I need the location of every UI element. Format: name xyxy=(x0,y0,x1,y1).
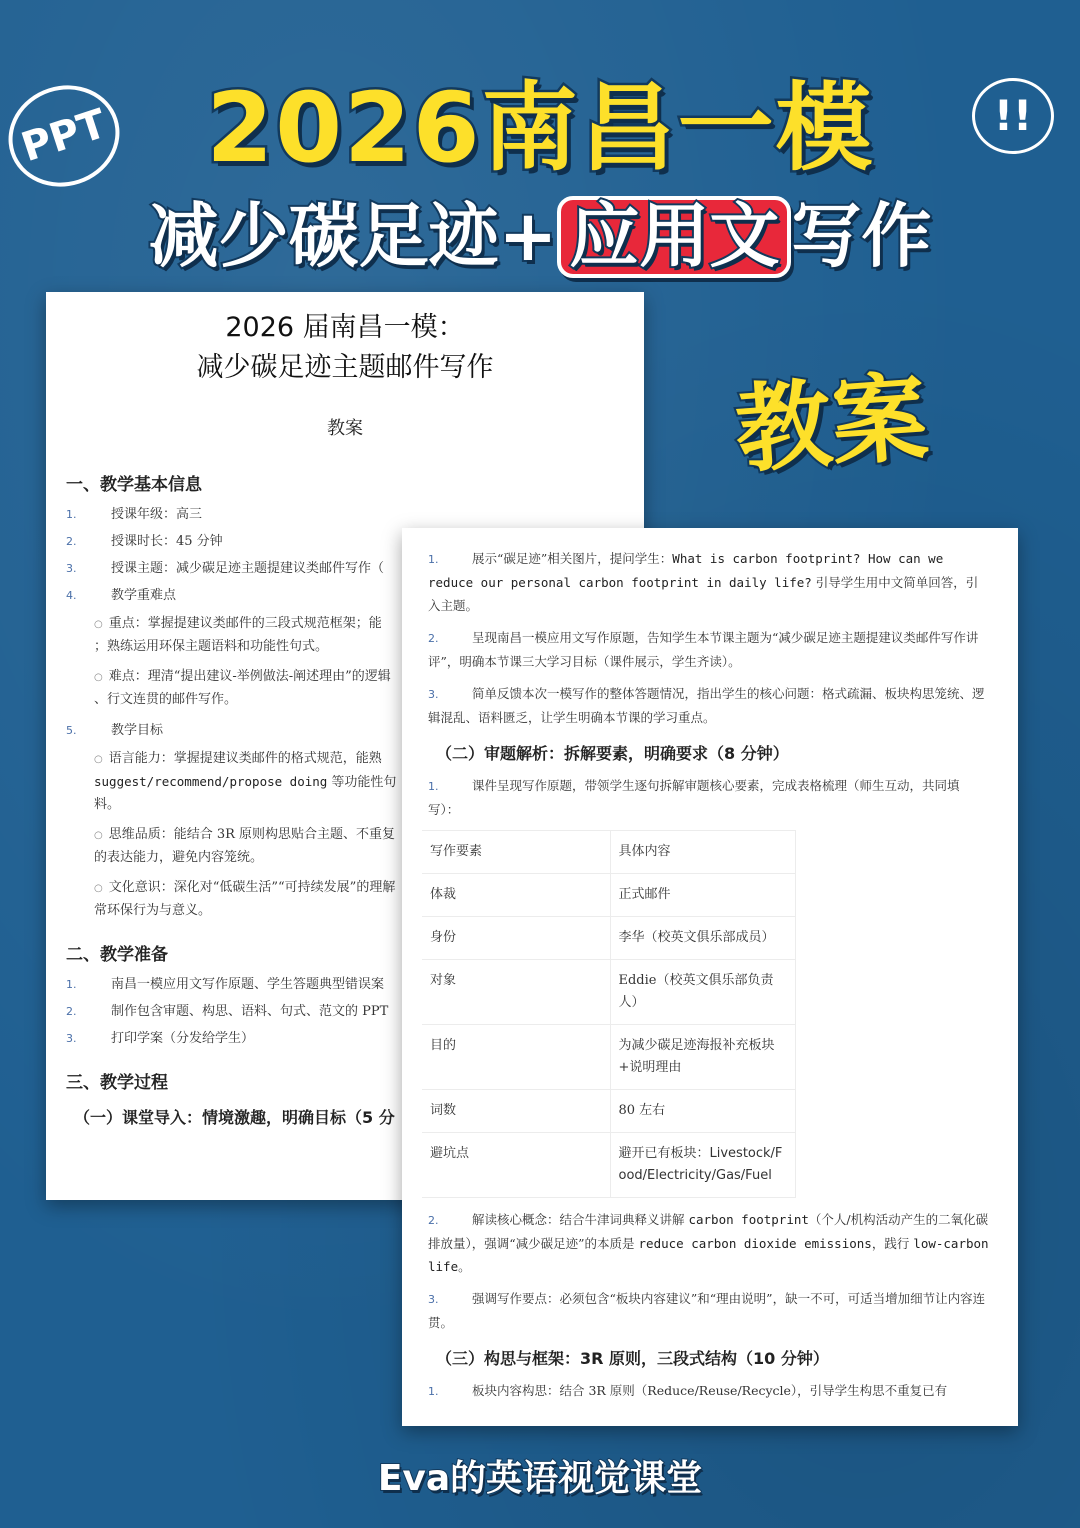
list-text: 打印学案（分发给学生） xyxy=(111,1031,255,1046)
sub-text: 文化意识：深化对“低碳生活”“可持续发展”的理解 xyxy=(108,880,396,895)
para-text: （个人/机构活动产生的二氧化碳排放量），强调“减少碳足迹”的本质是 xyxy=(428,1212,989,1251)
table-cell: 80 左右 xyxy=(610,1090,796,1133)
poster-title: 2026南昌一模 xyxy=(206,72,874,184)
paragraph xyxy=(428,626,990,673)
list-num: 5. xyxy=(66,724,77,737)
poster-subtitle xyxy=(0,180,1080,281)
table-row xyxy=(422,917,796,960)
para-text: 呈现南昌一模应用文写作原题，告知学生本节课主题为“减少碳足迹主题提建议类邮件写作讲评”，明确本节课三大学习目标（课件展示，学生齐读）。 xyxy=(428,630,979,669)
section-intro: （一）课堂导入：情境激趣，明确目标（5 分 xyxy=(74,1108,395,1127)
doc-subtitle: 教案 xyxy=(327,418,363,439)
list-num: 2. xyxy=(428,1214,439,1227)
sub-code: suggest/recommend/propose doing xyxy=(94,774,328,789)
para-text: 解读核心概念：结合牛津词典释义讲解 xyxy=(472,1212,689,1227)
subtitle-pre: 减少碳足迹+ xyxy=(148,195,558,277)
list-num: 3. xyxy=(428,688,439,701)
sub-text-cont: 的表达能力，避免内容笼统。 xyxy=(94,850,264,865)
doc-title-line1: 2026 届南昌一模： xyxy=(225,312,465,343)
section-analysis: （二）审题解析：拆解要素，明确要求（8 分钟） xyxy=(436,744,789,763)
circle-bullet-icon: ○ xyxy=(94,754,103,765)
table-cell: 词数 xyxy=(422,1090,610,1133)
list-num: 2. xyxy=(66,535,77,548)
ppt-badge-icon: PPT xyxy=(0,71,133,201)
paragraph xyxy=(428,547,990,617)
sub-text-cont: 、行文连贯的邮件写作。 xyxy=(94,692,238,707)
paragraph xyxy=(428,1379,990,1403)
table-cell: 避开已有板块：Livestock/Food/Electricity/Gas/Fuel xyxy=(610,1133,796,1198)
list-num: 1. xyxy=(66,508,77,521)
circle-bullet-icon: ○ xyxy=(94,830,103,841)
list-num: 3. xyxy=(66,1032,77,1045)
table-cell: 写作要素 xyxy=(422,831,610,874)
table-row xyxy=(422,1133,796,1198)
paragraph xyxy=(428,774,990,821)
subtitle-highlight: 应用文 xyxy=(557,196,791,278)
section-process: 三、教学过程 xyxy=(66,1073,168,1093)
list-text: 南昌一模应用文写作原题、学生答题典型错误案 xyxy=(111,977,385,992)
table-row xyxy=(422,1090,796,1133)
paragraph xyxy=(428,1208,990,1278)
table-row xyxy=(422,960,796,1025)
paragraph xyxy=(428,1287,990,1334)
paragraph xyxy=(428,682,990,729)
table-cell: 身份 xyxy=(422,917,610,960)
para-code: carbon footprint xyxy=(688,1212,809,1227)
doc-title xyxy=(66,308,624,388)
list-num: 2. xyxy=(66,1005,77,1018)
table-row xyxy=(422,874,796,917)
para-code: What is carbon footprint? How can we reduce our personal carbon footprint in daily life? xyxy=(428,551,944,590)
para-text: ，践行 xyxy=(871,1236,914,1251)
para-text: 强调写作要点：必须包含“板块内容建议”和“理由说明”，缺一不可，可适当增加细节让内容连贯。 xyxy=(428,1291,986,1330)
sub-text-end: 料。 xyxy=(94,797,121,812)
subtitle-post: 写作 xyxy=(791,195,932,277)
list-text: 教学重难点 xyxy=(111,588,177,603)
list-text: 教学目标 xyxy=(111,723,164,738)
sub-text-cont: 等功能性句 xyxy=(327,775,397,790)
table-cell: 正式邮件 xyxy=(610,874,796,917)
para-text: 。 xyxy=(458,1259,471,1274)
table-cell: 对象 xyxy=(422,960,610,1025)
list-num: 2. xyxy=(428,632,439,645)
list-text: 制作包含审题、构思、语料、句式、范文的 PPT xyxy=(111,1004,389,1019)
para-text: 引导学生用中文简单回答，引入主题。 xyxy=(428,575,979,613)
sub-text: 重点：掌握提建议类邮件的三段式规范框架；能 xyxy=(108,616,382,631)
section-basic-info: 一、教学基本信息 xyxy=(66,475,202,495)
sub-text-cont: 常环保行为与意义。 xyxy=(94,903,212,918)
para-code: low-carbon life xyxy=(428,1236,989,1274)
table-row xyxy=(422,1025,796,1090)
section-preparation: 二、教学准备 xyxy=(66,945,168,965)
para-text: 课件呈现写作原题，带领学生逐句拆解审题核心要素，完成表格梳理（师生互动，共同填写）： xyxy=(428,778,960,817)
doc-title-line2: 减少碳足迹主题邮件写作 xyxy=(196,352,494,383)
list-num: 1. xyxy=(428,780,439,793)
list-num: 4. xyxy=(66,589,77,602)
sub-text: 语言能力：掌握提建议类邮件的格式规范，能熟 xyxy=(108,751,382,766)
list-num: 3. xyxy=(428,1293,439,1306)
requirements-table xyxy=(422,830,796,1198)
table-cell: 李华（校英文俱乐部成员） xyxy=(610,917,796,960)
list-num: 1. xyxy=(428,1385,439,1398)
table-row xyxy=(422,831,796,874)
para-text: 展示“碳足迹”相关图片，提问学生： xyxy=(472,551,673,566)
exclamation-badge-icon: !! xyxy=(972,78,1054,154)
lesson-plan-page-2 xyxy=(402,528,1018,1426)
list-text: 授课时长：45 分钟 xyxy=(111,534,223,549)
list-item xyxy=(66,503,624,526)
list-text: 授课主题：减少碳足迹主题提建议类邮件写作（ xyxy=(111,561,385,576)
table-cell: 目的 xyxy=(422,1025,610,1090)
circle-bullet-icon: ○ xyxy=(94,672,103,683)
table-cell: 避坑点 xyxy=(422,1133,610,1198)
lesson-plan-label: 教案 xyxy=(731,361,932,487)
table-cell: 具体内容 xyxy=(610,831,796,874)
footer-brand: Eva的英语视觉课堂 xyxy=(377,1458,703,1499)
list-num: 1. xyxy=(66,978,77,991)
table-cell: 体裁 xyxy=(422,874,610,917)
para-text: 板块内容构思：结合 3R 原则（Reduce/Reuse/Recycle），引导学生构思不重复已有 xyxy=(472,1383,948,1398)
section-framework: （三）构思与框架：3R 原则，三段式结构（10 分钟） xyxy=(436,1349,829,1368)
circle-bullet-icon: ○ xyxy=(94,883,103,894)
list-num: 1. xyxy=(428,553,439,566)
table-cell: 为减少碳足迹海报补充板块+说明理由 xyxy=(610,1025,796,1090)
circle-bullet-icon: ○ xyxy=(94,619,103,630)
para-code: reduce carbon dioxide emissions xyxy=(638,1236,872,1251)
table-cell: Eddie（校英文俱乐部负责人） xyxy=(610,960,796,1025)
list-num: 3. xyxy=(66,562,77,575)
sub-text: 难点：理清“提出建议-举例做法-阐述理由”的逻辑 xyxy=(108,669,391,684)
sub-text: 思维品质：能结合 3R 原则构思贴合主题、不重复 xyxy=(108,827,396,842)
sub-text-cont: ；熟练运用环保主题语料和功能性句式。 xyxy=(94,639,329,654)
list-text: 授课年级：高三 xyxy=(111,507,203,522)
para-text: 简单反馈本次一模写作的整体答题情况，指出学生的核心问题：格式疏漏、板块构思笼统、逻辑混乱、语料匮乏，让学生明确本节课的学习重点。 xyxy=(428,686,985,725)
